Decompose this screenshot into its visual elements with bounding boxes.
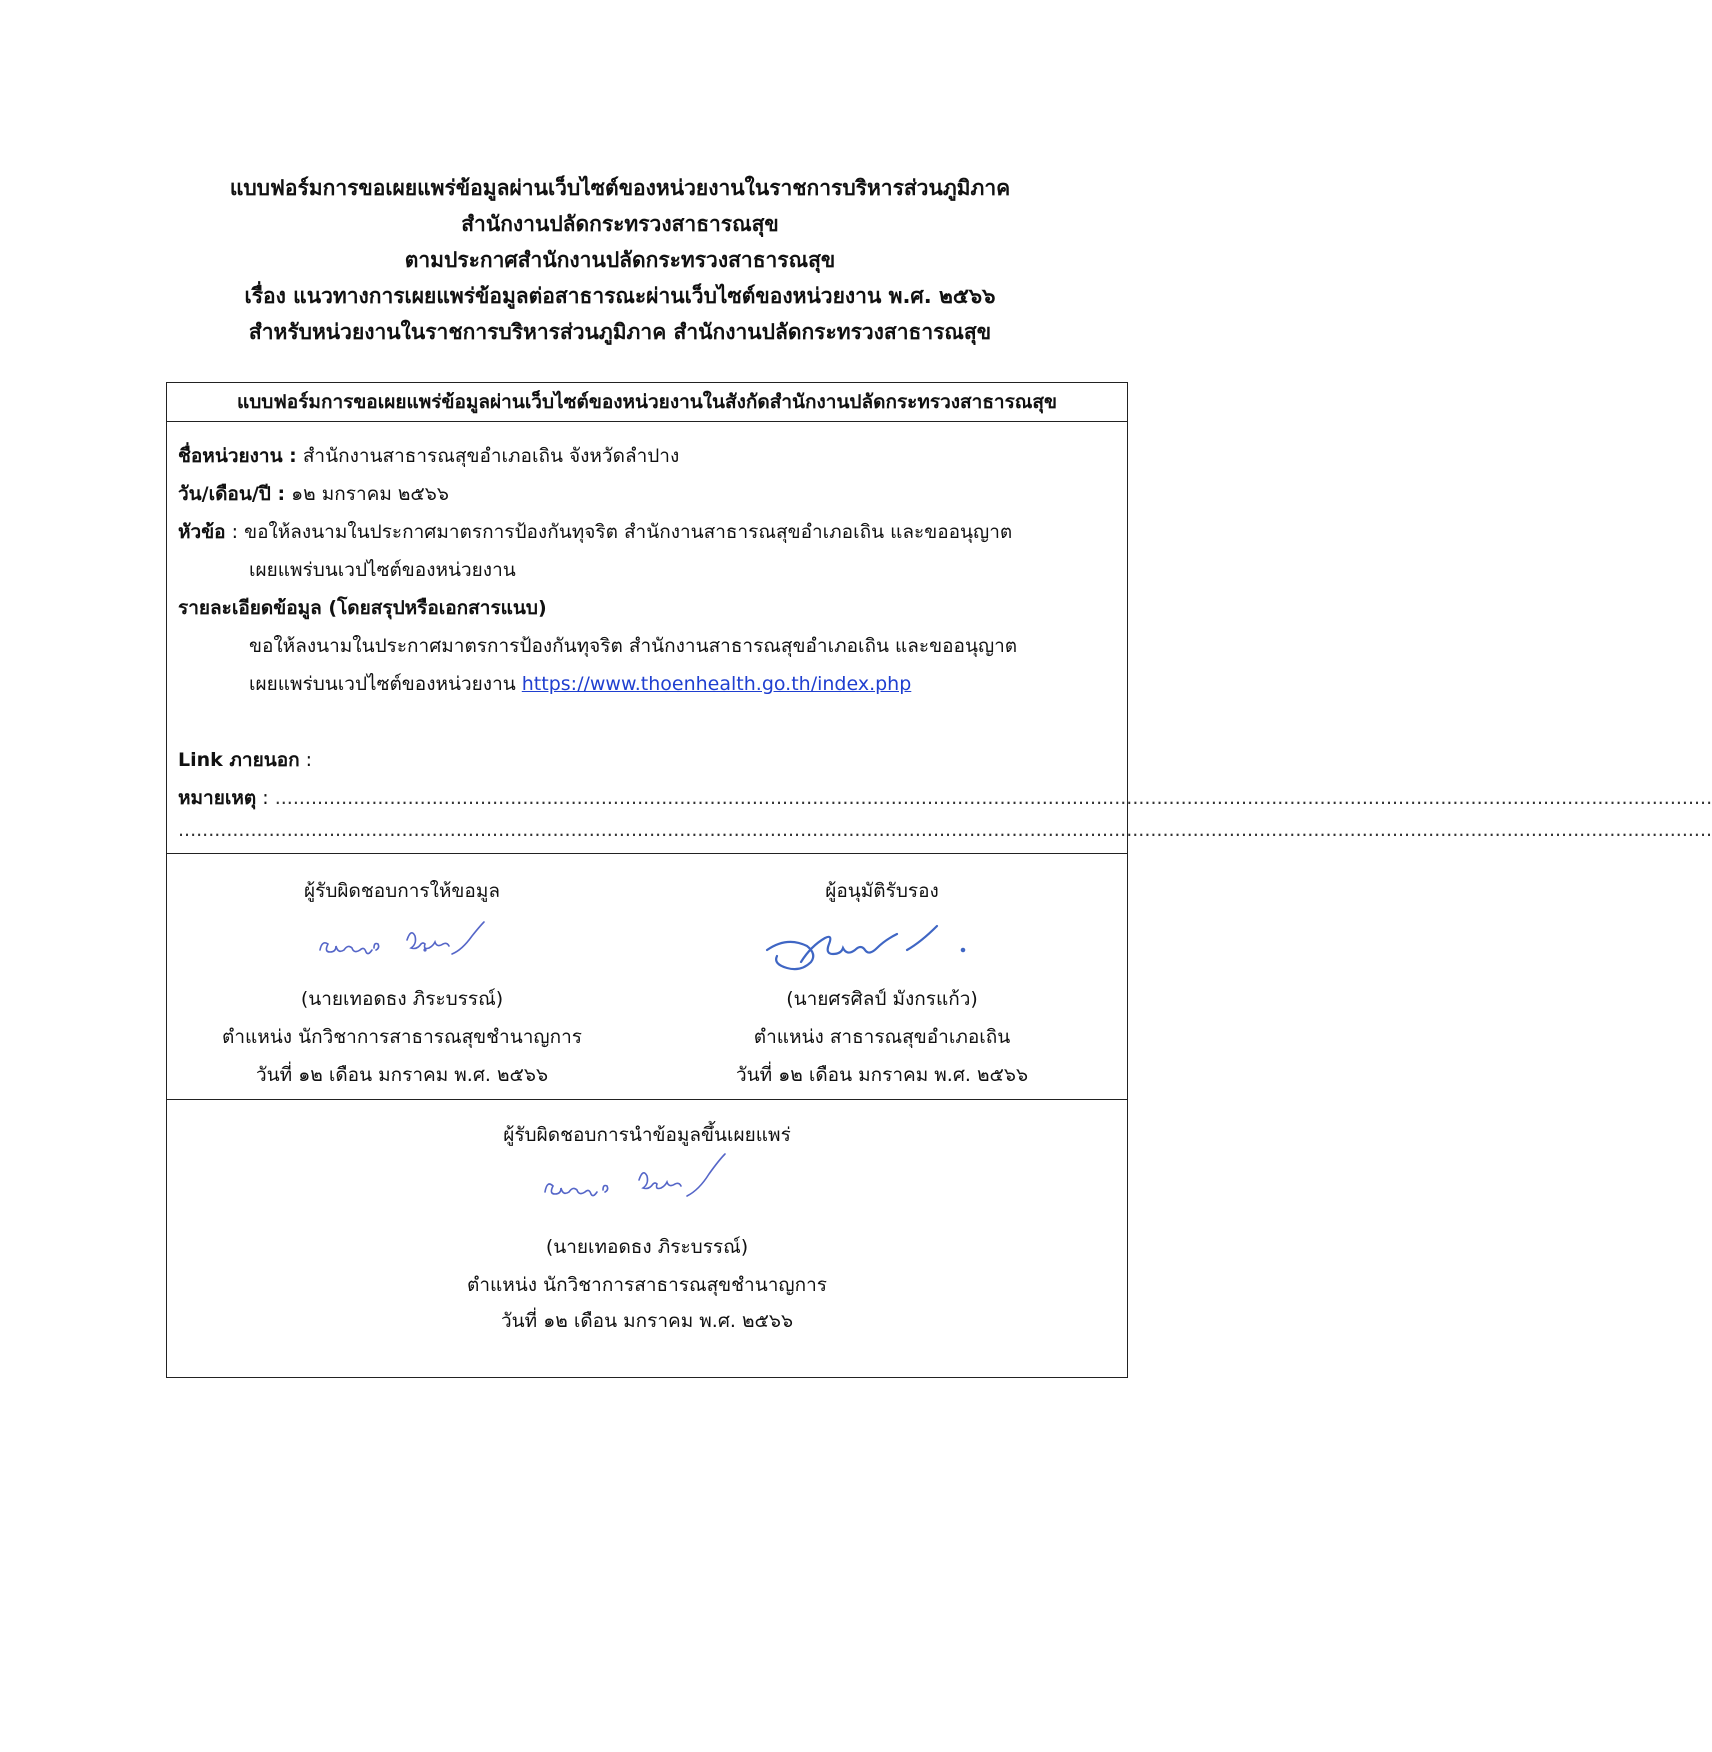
- right-role: ผู้อนุมัติรับรอง: [825, 880, 939, 902]
- right-position: ตำแหน่ง สาธารณสุขอำเภอเถิน: [753, 1026, 1011, 1048]
- topic-value: : ขอให้ลงนามในประกาศมาตรการป้องกันทุจริต สำนักงานสาธารณสุขอำเภอเถิน และขออนุญาต: [225, 521, 1013, 543]
- topic-row-continued: เผยแพร่บนเวปไซต์ของหน่วยงาน: [249, 559, 516, 581]
- remark-dotted-line: ..............................................................................................................................................................................................................................................: [274, 787, 1712, 809]
- details-row: [178, 590, 1113, 626]
- form-title: แบบฟอร์มการขอเผยแพร่ข้อมูลผ่านเว็บไซต์ของหน่วยงานในสังกัดสำนักงานปลัดกระทรวงสาธารณสุข: [167, 383, 1127, 422]
- right-name: (นายศรศิลป์ มังกรแก้ว): [786, 988, 978, 1010]
- header-line-4: เรื่อง แนวทางการเผยแพร่ข้อมูลต่อสาธารณะผ่านเว็บไซต์ของหน่วยงาน พ.ศ. ๒๕๖๖: [244, 284, 996, 308]
- agency-label: ชื่อหน่วยงาน :: [178, 445, 297, 467]
- remark-label: หมายเหตุ: [178, 787, 257, 809]
- agency-value: สำนักงานสาธารณสุขอำเภอเถิน จังหวัดลำปาง: [296, 445, 680, 467]
- header-line-5: สำหรับหน่วยงานในราชการบริหารส่วนภูมิภาค สำนักงานปลัดกระทรวงสาธารณสุข: [248, 320, 992, 344]
- signature-section: [167, 854, 1127, 1100]
- right-date: วันที่ ๑๒ เดือน มกราคม พ.ศ. ๒๕๖๖: [735, 1064, 1029, 1086]
- external-link-row: [178, 742, 1113, 778]
- topic-label: หัวข้อ: [178, 521, 226, 543]
- bottom-position: ตำแหน่ง นักวิชาการสาธารณสุขชำนาญการ: [467, 1274, 827, 1296]
- details-value-line-2: [249, 666, 1113, 702]
- header-line-1: แบบฟอร์มการขอเผยแพร่ข้อมูลผ่านเว็บไซต์ของหน่วยงานในราชการบริหารส่วนภูมิภาค: [229, 176, 1011, 200]
- date-label: วัน/เดือน/ปี :: [178, 483, 286, 505]
- date-row: [178, 476, 1113, 512]
- details-link[interactable]: https://www.thoenhealth.go.th/index.php: [521, 673, 912, 695]
- agency-row: [178, 438, 1113, 474]
- topic-row: [178, 514, 1113, 550]
- remark-sep: :: [256, 787, 275, 809]
- left-name: (นายเทอดธง ภิระบรรณ์): [300, 988, 504, 1010]
- date-value: ๑๒ มกราคม ๒๕๖๖: [285, 483, 449, 505]
- details-label: รายละเอียดข้อมูล (โดยสรุปหรือเอกสารแนบ): [178, 597, 547, 619]
- bottom-role: ผู้รับผิดชอบการนำข้อมูลขึ้นเผยแพร่: [503, 1124, 791, 1146]
- bottom-name: (นายเทอดธง ภิระบรรณ์): [545, 1236, 749, 1258]
- remark-dotted-line-2: [178, 812, 1712, 848]
- left-position: ตำแหน่ง นักวิชาการสาธารณสุขชำนาญการ: [222, 1026, 582, 1048]
- bottom-date: วันที่ ๑๒ เดือน มกราคม พ.ศ. ๒๕๖๖: [500, 1310, 794, 1332]
- details-value-2: เผยแพร่บนเวปไซต์ของหน่วยงาน: [249, 673, 522, 695]
- remark-dots-2: ..............................................................................................................................................................................................................................................................: [178, 819, 1712, 841]
- document-header: [0, 170, 1240, 350]
- bottom-signature-image: [537, 1152, 757, 1212]
- details-value-line-1: ขอให้ลงนามในประกาศมาตรการป้องกันทุจริต สำนักงานสาธารณสุขอำเภอเถิน และขออนุญาต: [249, 635, 1018, 657]
- external-link-label: Link ภายนอก: [178, 749, 300, 771]
- left-signature-image: [312, 920, 512, 970]
- left-role: ผู้รับผิดชอบการให้ขอมูล: [304, 880, 500, 902]
- publisher-signature-section: [167, 1100, 1127, 1380]
- remark-row: [178, 780, 1712, 816]
- external-link-sep: :: [299, 749, 313, 771]
- left-date: วันที่ ๑๒ เดือน มกราคม พ.ศ. ๒๕๖๖: [255, 1064, 549, 1086]
- publication-request-form: [166, 382, 1712, 1378]
- right-signature-image: [757, 920, 997, 980]
- form-info-section: [167, 422, 1712, 854]
- header-line-3: ตามประกาศสำนักงานปลัดกระทรวงสาธารณสุข: [404, 248, 836, 272]
- header-line-2: สำนักงานปลัดกระทรวงสาธารณสุข: [461, 212, 779, 236]
